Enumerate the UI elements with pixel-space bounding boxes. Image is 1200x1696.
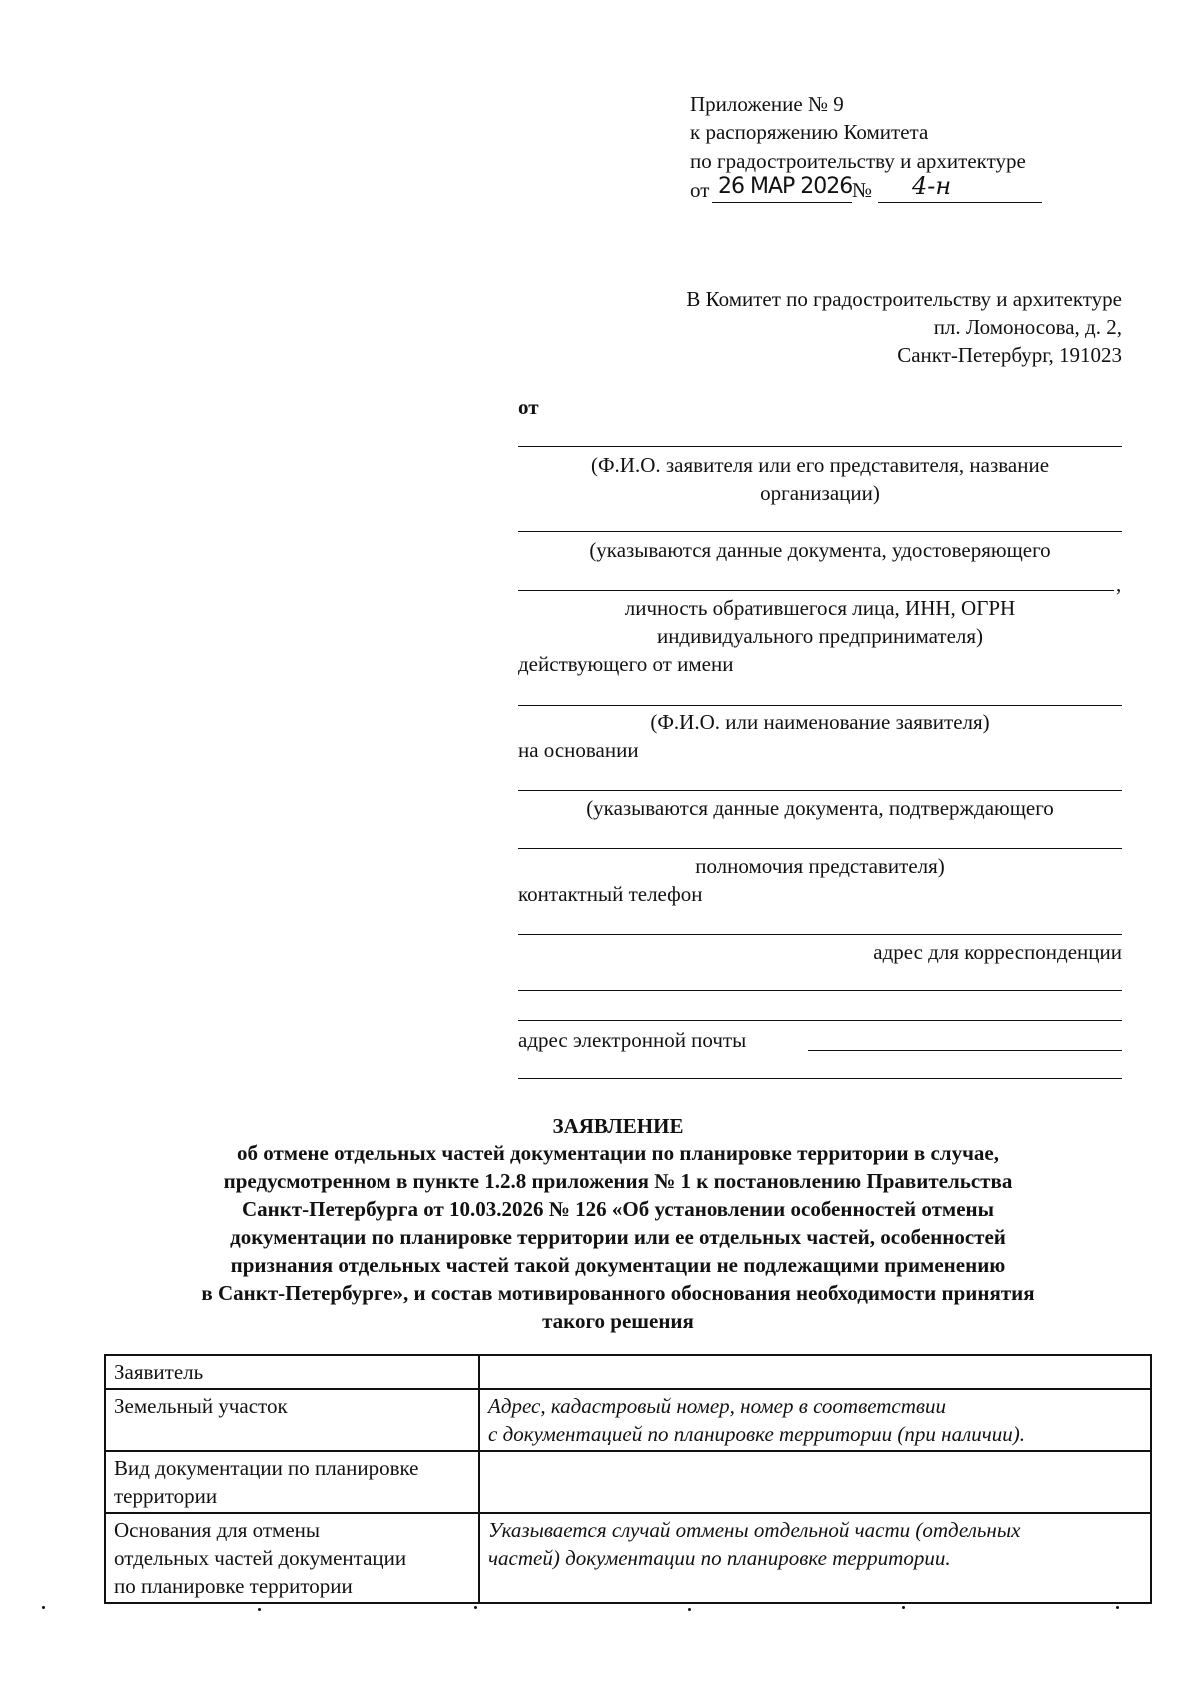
basis-hint-2: полномочия представителя) — [695, 854, 945, 878]
table-cell-value[interactable] — [479, 1451, 1151, 1513]
address-label: адрес для корреспонденции — [873, 940, 1122, 964]
appendix-date-prefix: от — [690, 178, 710, 202]
cell-line: Указывается случай отмены отдельной части (отдельных — [488, 1518, 1021, 1542]
scan-dot — [1116, 1606, 1119, 1609]
table-row — [105, 1355, 1151, 1389]
cell-line: с документацией по планировке территории (при наличии). — [488, 1422, 1025, 1446]
doc-field-line-1 — [518, 531, 1122, 532]
date-underline — [712, 202, 852, 203]
phone-field-line — [518, 934, 1122, 935]
doc-field-line-2 — [518, 590, 1114, 591]
appendix-date-stamp: 26 МАР 2026 — [718, 174, 853, 199]
table-cell-label: Заявитель — [105, 1355, 479, 1389]
table-cell-value[interactable] — [479, 1355, 1151, 1389]
appendix-number-prefix: № — [852, 178, 873, 202]
addressee-line-1: В Комитет по градостроительству и архитектуре — [686, 287, 1122, 311]
address-field-line-1 — [518, 990, 1122, 991]
extra-field-line — [518, 1078, 1122, 1079]
phone-label: контактный телефон — [518, 882, 703, 906]
statement-subtitle-3: Санкт-Петербурга от 10.03.2026 № 126 «Об установлении особенностей отмены — [241, 1197, 995, 1221]
scan-dot — [258, 1608, 261, 1611]
doc-hint-3: индивидуального предпринимателя) — [656, 624, 984, 648]
appendix-number-value: 4-н — [912, 172, 952, 200]
fio-field-line — [518, 446, 1122, 447]
fio-hint-1: (Ф.И.О. заявителя или его представителя, название — [590, 453, 1050, 477]
cell-line: отдельных частей документации — [114, 1546, 407, 1570]
addressee-line-2: пл. Ломоносова, д. 2, — [933, 315, 1122, 339]
table-row — [105, 1451, 1151, 1513]
addressee-line-3: Санкт-Петербург, 191023 — [897, 343, 1122, 367]
table-row — [105, 1513, 1151, 1603]
statement-subtitle-2: предусмотренном в пункте 1.2.8 приложения № 1 к постановлению Правительства — [223, 1169, 1013, 1193]
address-field-line-2 — [518, 1020, 1122, 1021]
basis-hint-1: (указываются данные документа, подтверждающего — [586, 796, 1054, 820]
email-label: адрес электронной почты — [518, 1028, 747, 1052]
statement-subtitle-4: документации по планировке территории или ее отдельных частей, особенностей — [230, 1225, 1006, 1249]
scan-dot — [474, 1606, 477, 1609]
basis-field-line-1 — [518, 790, 1122, 791]
table-cell-label: Земельный участок — [105, 1389, 479, 1451]
basis-label: на основании — [518, 738, 639, 762]
cell-line: Основания для отмены — [114, 1518, 321, 1542]
doc-comma: , — [1116, 572, 1122, 596]
cell-line: частей) документации по планировке территории. — [488, 1546, 951, 1570]
doc-hint-1: (указываются данные документа, удостоверяющего — [589, 538, 1051, 562]
acting-label: действующего от имени — [518, 652, 734, 676]
statement-title: ЗАЯВЛЕНИЕ — [552, 1114, 684, 1138]
scan-dot — [42, 1606, 45, 1609]
statement-subtitle-6: в Санкт-Петербурге», и состав мотивированного обоснования необходимости принятия — [201, 1281, 1035, 1305]
email-field-line — [808, 1050, 1122, 1051]
cell-line: по планировке территории — [114, 1574, 353, 1598]
application-table — [104, 1354, 1152, 1604]
cell-line: Вид документации по планировке — [114, 1456, 419, 1480]
statement-subtitle-5: признания отдельных частей такой документации не подлежащими применению — [230, 1253, 1006, 1277]
name-field-line — [518, 705, 1122, 706]
table-cell-value[interactable] — [479, 1389, 1151, 1451]
doc-hint-2: личность обратившегося лица, ИНН, ОГРН — [624, 596, 1016, 620]
statement-subtitle-1: об отмене отдельных частей документации по планировке территории в случае, — [236, 1141, 999, 1165]
scan-dot — [902, 1606, 905, 1609]
appendix-line-3: по градостроительству и архитектуре — [690, 149, 1026, 173]
scan-dot — [688, 1608, 691, 1611]
table-cell-label — [105, 1451, 479, 1513]
statement-subtitle-7: такого решения — [542, 1309, 694, 1333]
table-cell-label — [105, 1513, 479, 1603]
table-cell-value[interactable] — [479, 1513, 1151, 1603]
appendix-line-2: к распоряжению Комитета — [690, 120, 929, 144]
cell-line: территории — [114, 1484, 218, 1508]
name-hint: (Ф.И.О. или наименование заявителя) — [650, 710, 990, 734]
table-row — [105, 1389, 1151, 1451]
basis-field-line-2 — [518, 848, 1122, 849]
number-underline — [878, 202, 1042, 203]
cell-line: Адрес, кадастровый номер, номер в соответствии — [488, 1394, 947, 1418]
from-label: от — [518, 395, 539, 419]
appendix-line-1: Приложение № 9 — [690, 92, 844, 116]
fio-hint-2: организации) — [760, 481, 880, 505]
